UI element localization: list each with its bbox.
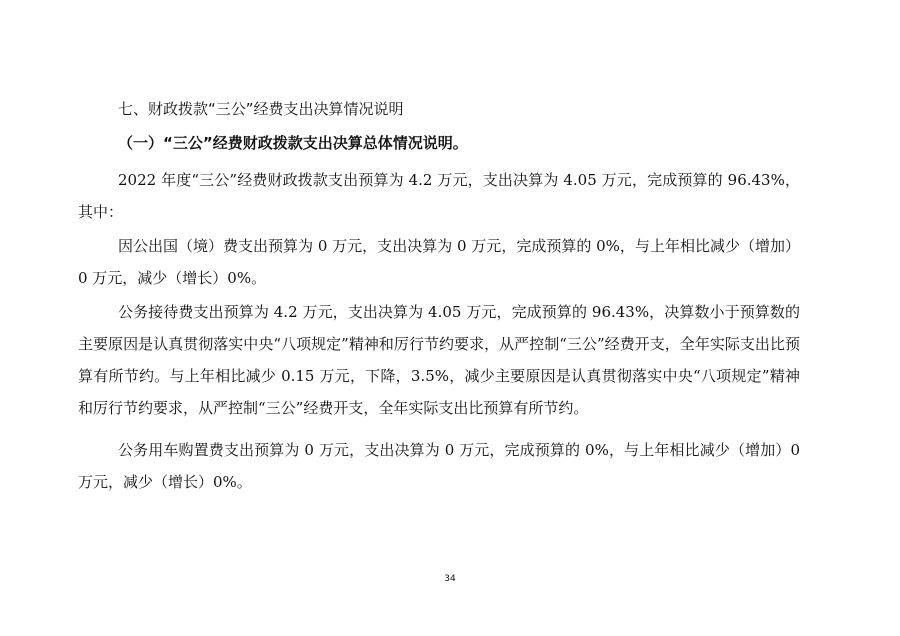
page-number: 34	[444, 574, 456, 584]
section-heading: 七、财政拨款“三公”经费支出决算情况说明	[118, 100, 404, 118]
paragraph-overseas-travel: 因公出国（境）费支出预算为 0 万元，支出决算为 0 万元，完成预算的 0%，与上年相比减少（增加）0 万元，减少（增长）0%。	[78, 237, 800, 287]
paragraph-total-summary: 2022 年度“三公”经费财政拨款支出预算为 4.2 万元，支出决算为 4.05 万元，完成预算的 96.43%，其中：	[78, 171, 800, 221]
subsection-heading: （一）“三公”经费财政拨款支出决算总体情况说明。	[118, 134, 468, 152]
paragraph-official-reception: 公务接待费支出预算为 4.2 万元，支出决算为 4.05 万元，完成预算的 96.43%，决算数小于预算数的主要原因是认真贯彻落实中央“八项规定”精神和厉行节约要求，从严控制“三公”经费开支，全年实际支出比预算有所节约。与上年相比减少 0.15 万元，下降，3.5%，减少主要原因是认真贯彻落实中央“八项规定”精神和厉行节约要求，从严控制“三公”经费开支，全年实际支出比预算有所节约。	[78, 303, 800, 417]
paragraph-vehicle-purchase: 公务用车购置费支出预算为 0 万元，支出决算为 0 万元，完成预算的 0%，与上年相比减少（增加）0 万元，减少（增长）0%。	[78, 441, 800, 491]
